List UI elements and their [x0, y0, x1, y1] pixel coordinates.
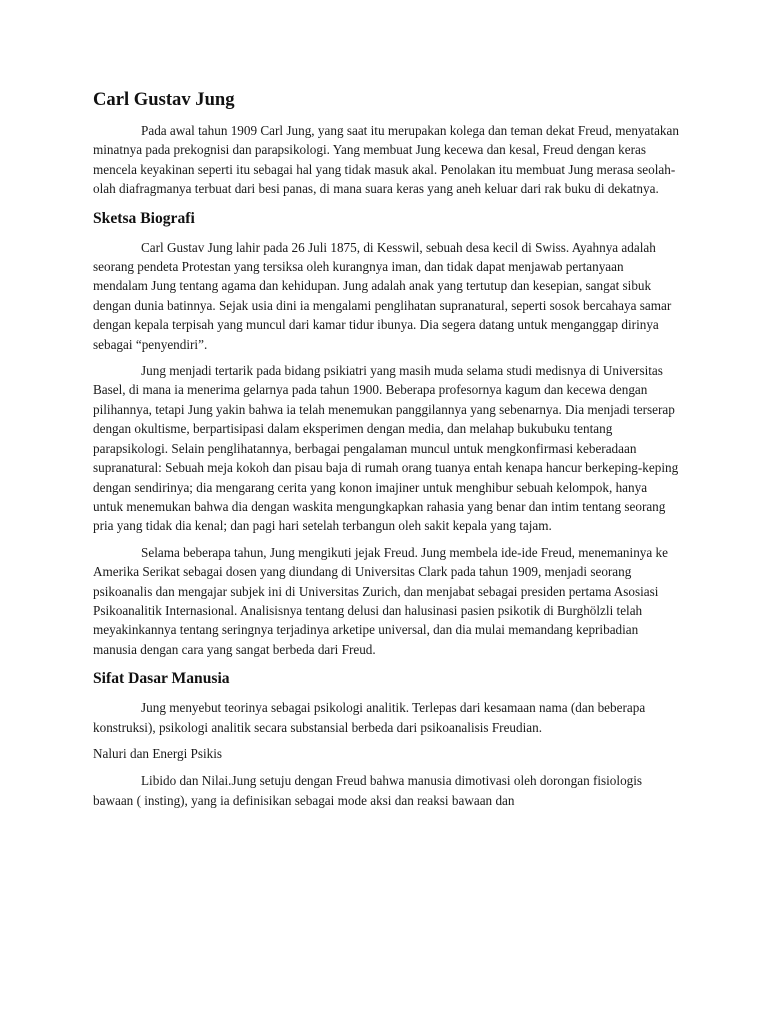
naluri-paragraph-1: Libido dan Nilai.Jung setuju dengan Freud bahwa manusia dimotivasi oleh dorongan fisiologis bawaan ( insting), yang ia definisikan sebagai mode aksi dan reaksi bawaan dan [93, 773, 643, 808]
biografi-paragraph-1: Carl Gustav Jung lahir pada 26 Juli 1875, di Kesswil, sebuah desa kecil di Swiss. Ayahnya adalah seorang pendeta Protestan yang tersiksa oleh kurangnya iman, dan tidak dapat menjawab pertanyaan mendalam Jung tentang agama dan kehidupan. Jung adalah anak yang tertutup dan kesepian, sangat sibuk dengan dunia batinnya. Sejak usia dini ia mengalami penglihatan supranatural, seperti sosok bercahaya samar dengan kepala terpisah yang muncul dari kamar tidur ibunya. Dia segera datang untuk menganggap dirinya sebagai “penyendiri”. [93, 239, 672, 352]
biografi-paragraph-2: Jung menjadi tertarik pada bidang psikiatri yang masih muda selama studi medisnya di Universitas Basel, di mana ia menerima gelarnya pada tahun 1900. Beberapa profesornya kagum dan kecewa dengan pilihannya, tetapi Jung yakin bahwa ia telah menemukan panggilannya yang sebenarnya. Dia menjadi terserap dengan okultisme, berpartisipasi dalam eksperimen dengan media, dan melahap bukubuku tentang parapsikologi. Selain penglihatannya, berbagai pengalaman muncul untuk mengkonfirmasi keberadaan supranatural: Sebuah meja kokoh dan pisau baja di rumah orang tuanya entah kenapa hancur berkeping-keping dengan sendirinya; dia mengarang cerita yang konon imajiner untuk menghibur sebuah kelompok, hanya untuk menemukan bahwa dia dengan waskita mengungkapkan rahasia yang benar dan intim tentang seorang pria yang tidak dia kenal; dan pagi hari setelah terbangun oleh sakit kepala yang tajam. [93, 363, 679, 534]
subheading-naluri: Naluri dan Energi Psikis [93, 745, 223, 761]
section-heading-biografi: Sketsa Biografi [93, 209, 195, 227]
section-heading-sifat-dasar: Sifat Dasar Manusia [93, 670, 230, 688]
sifat-dasar-paragraph-1: Jung menyebut teorinya sebagai psikologi analitik. Terlepas dari kesamaan nama (dan beberapa konstruksi), psikologi analitik secara substansial berbeda dari psikoanalisis Freudian. [93, 700, 646, 735]
biografi-paragraph-3: Selama beberapa tahun, Jung mengikuti jejak Freud. Jung membela ide-ide Freud, menemaninya ke Amerika Serikat sebagai dosen yang diundang di Universitas Clark pada tahun 1909, menjadi seorang psikoanalis dan mengajar subjek ini di Universitas Zurich, dan menjabat sebagai presiden pertama Asosiasi Psikoanalitik Internasional. Analisisnya tentang delusi dan halusinasi pasien psikotik di Burghölzli telah meyakinkannya tentang seringnya terjadinya arketipe universal, dan dia mulai memandang kepribadian manusia dengan cara yang sangat berbeda dari Freud. [93, 544, 668, 657]
document-page [93, 88, 679, 817]
intro-paragraph: Pada awal tahun 1909 Carl Jung, yang saat itu merupakan kolega dan teman dekat Freud, menyatakan minatnya pada prekognisi dan parapsikologi. Yang membuat Jung kecewa dan kesal, Freud dengan keras mencela keyakinan seperti itu sebagai hal yang tidak masuk akal. Penolakan itu membuat Jung merasa seolah-olah diafragmanya terbuat dari besi panas, di mana suara keras yang aneh keluar dari rak buku di dekatnya. [93, 123, 679, 197]
document-title: Carl Gustav Jung [93, 89, 235, 110]
